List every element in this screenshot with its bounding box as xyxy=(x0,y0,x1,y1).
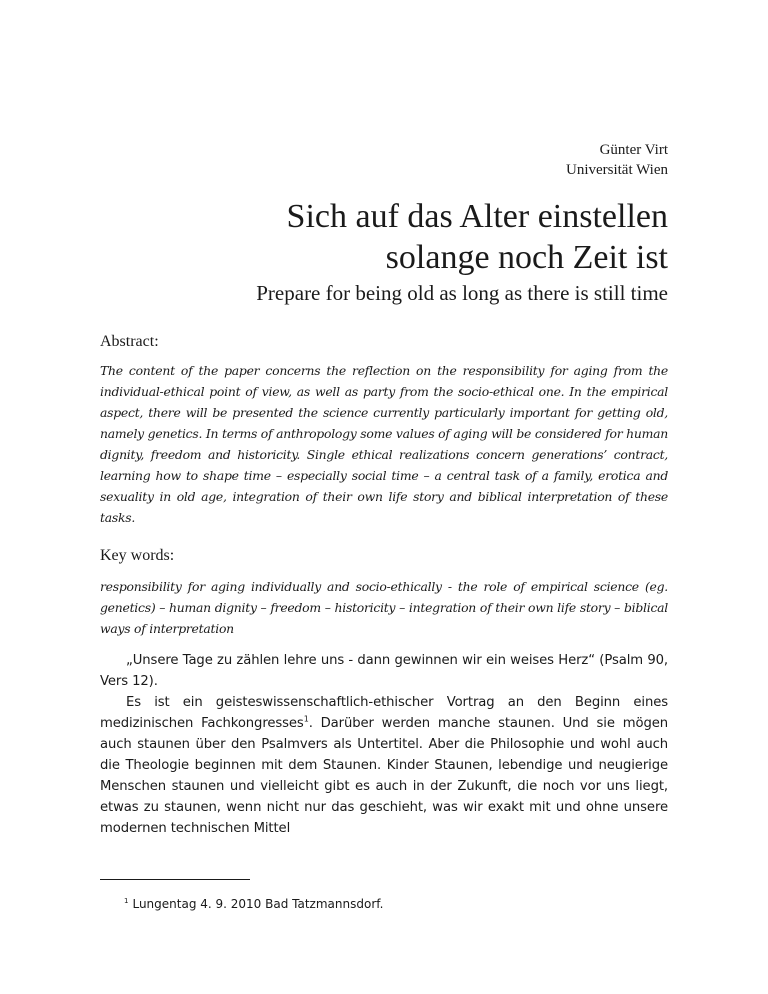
author-name: Günter Virt xyxy=(599,142,668,158)
keywords-heading-label: Key words xyxy=(100,547,170,564)
abstract-text: The content of the paper concerns the reflection on the responsibility for aging from the individual-ethical point of view, as well as party from the socio-ethical one. In the empirical aspect, there will be presented the science currently particularly important for getting old, namely genetics. In terms of anthropology some values of aging will be considered for human dignity, freedom and historicity. Single ethical realizations concern generations’ contract, learning how to shape time – especially social time – a central task of a family, erotica and sexuality in old age, integration of their own life story and biblical interpretation of these tasks. xyxy=(100,363,668,525)
title-line-2: solange noch Zeit ist xyxy=(385,239,668,276)
paper-subtitle: Prepare for being old as long as there is still time xyxy=(256,281,668,305)
title-line-1: Sich auf das Alter einstellen xyxy=(286,198,668,235)
body-text xyxy=(100,650,668,839)
footnote-number: 1 xyxy=(124,897,129,905)
body-paragraph-2 xyxy=(100,692,668,839)
body-paragraph-2-rest: . Darüber werden manche staunen. Und sie mögen auch staunen über den Psalmvers als Untertitel. Aber die Philosophie und wohl auch die Theologie beginnen mit dem Staunen. Kinder Staunen, lebendige und neugierige Menschen staunen und vielleicht gibt es auch in der Zukunft, die noch vor uns liegt, etwas zu staunen, wenn nicht nur das geschieht, was wir exakt mit und ohne unsere modernen technischen Mittel xyxy=(100,716,668,836)
keywords-heading-colon: : xyxy=(169,547,175,564)
keywords-text: responsibility for aging individually and socio-ethically - the role of empirical science (eg. genetics) – human dignity – freedom – historicity – integration of their own life story – biblical ways of interpretation xyxy=(100,579,668,636)
abstract-heading-colon: : xyxy=(154,333,159,350)
abstract-heading-label: Abstract xyxy=(100,333,155,350)
paper-title xyxy=(287,196,668,278)
keywords-heading xyxy=(100,546,174,566)
footnote-reference[interactable]: 1 xyxy=(303,714,309,724)
author-block xyxy=(566,140,668,180)
footnote-text: Lungentag 4. 9. 2010 Bad Tatzmannsdorf. xyxy=(132,897,384,911)
footnote-divider xyxy=(100,879,250,880)
body-paragraph-1: „Unsere Tage zu zählen lehre uns - dann gewinnen wir ein weises Herz“ (Psalm 90, Vers 12). xyxy=(100,653,668,689)
footnote xyxy=(124,896,383,912)
abstract-heading xyxy=(100,332,159,352)
author-affiliation: Universität Wien xyxy=(565,162,668,178)
body-paragraph-2-start: Es ist ein geisteswissenschaftlich-ethischer Vortrag an den Beginn eines medizinischen Fachkongresses xyxy=(100,695,668,731)
